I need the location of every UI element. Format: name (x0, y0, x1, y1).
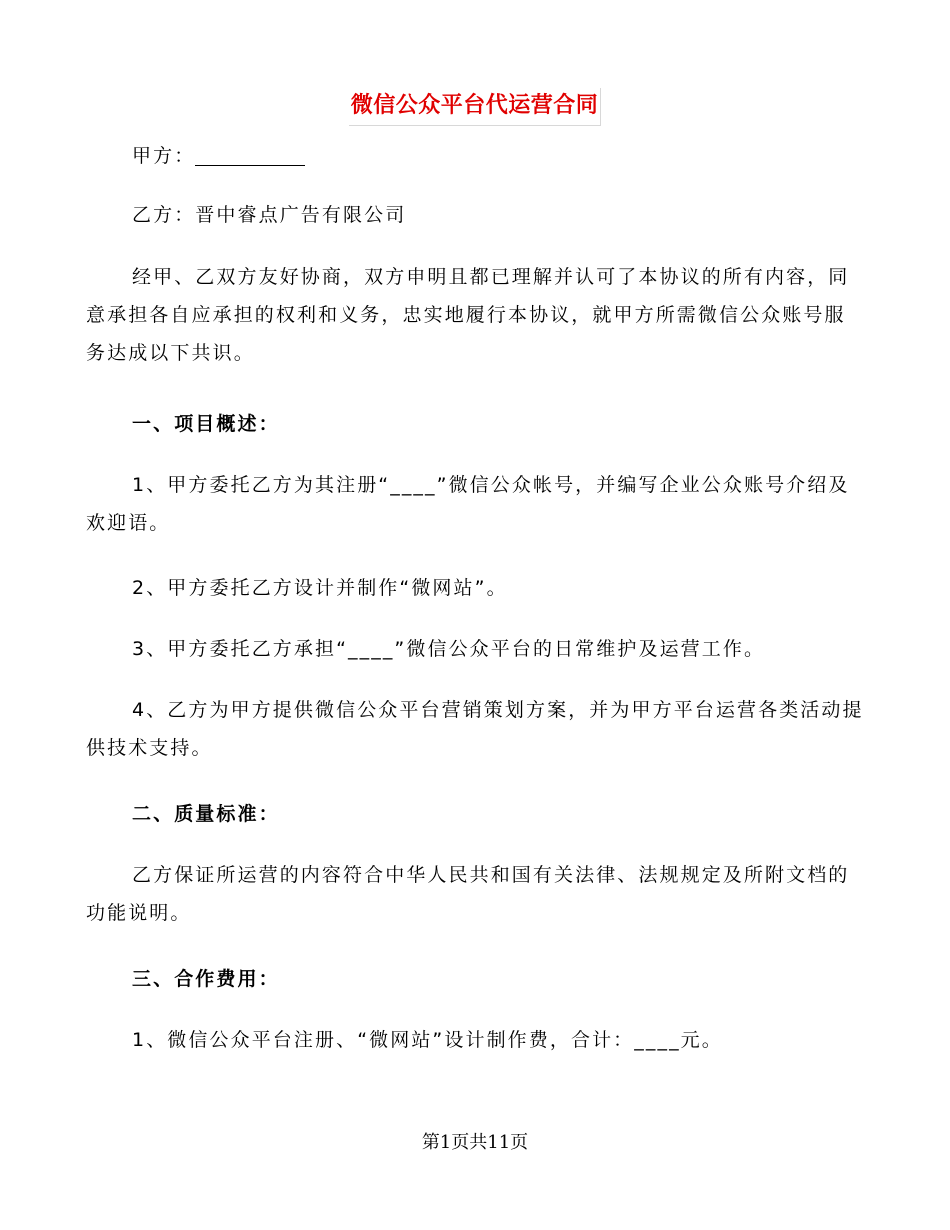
party-a-blank (195, 143, 305, 166)
party-a-label: 甲方： (132, 145, 196, 167)
party-b-line: 乙方：晋中睿点广告有限公司 (132, 204, 407, 226)
item-2-paragraph: 2、甲方委托乙方设计并制作“微网站”。 (132, 577, 508, 599)
document-title: 微信公众平台代运营合同 (349, 88, 602, 126)
intro-paragraph: 经甲、乙双方友好协商，双方申明且都已理解并认可了本协议的所有内容，同意承担各自应承担的权利和义务，忠实地履行本协议，就甲方所需微信公众账号服务达成以下共识。 (86, 266, 850, 364)
item-3-paragraph: 3、甲方委托乙方承担“____”微信公众平台的日常维护及运营工作。 (132, 638, 766, 660)
item-1-paragraph: 1、甲方委托乙方为其注册“____”微信公众帐号，并编写企业公众账号介绍及欢迎语。 (86, 474, 850, 534)
fee-1-paragraph: 1、微信公众平台注册、“微网站”设计制作费，合计：____元。 (132, 1029, 723, 1051)
section-2-heading: 二、质量标准： (132, 803, 280, 825)
section-1-heading: 一、项目概述： (132, 413, 280, 435)
party-a-line (86, 137, 866, 175)
item-4-paragraph: 4、乙方为甲方提供微信公众平台营销策划方案，并为甲方平台运营各类活动提供技术支持。 (86, 699, 864, 759)
title-container (0, 88, 950, 126)
page-number: 第1页共11页 (421, 1132, 529, 1153)
section-3-heading: 三、合作费用： (132, 968, 280, 990)
quality-paragraph: 乙方保证所运营的内容符合中华人民共和国有关法律、法规规定及所附文档的功能说明。 (86, 864, 850, 924)
